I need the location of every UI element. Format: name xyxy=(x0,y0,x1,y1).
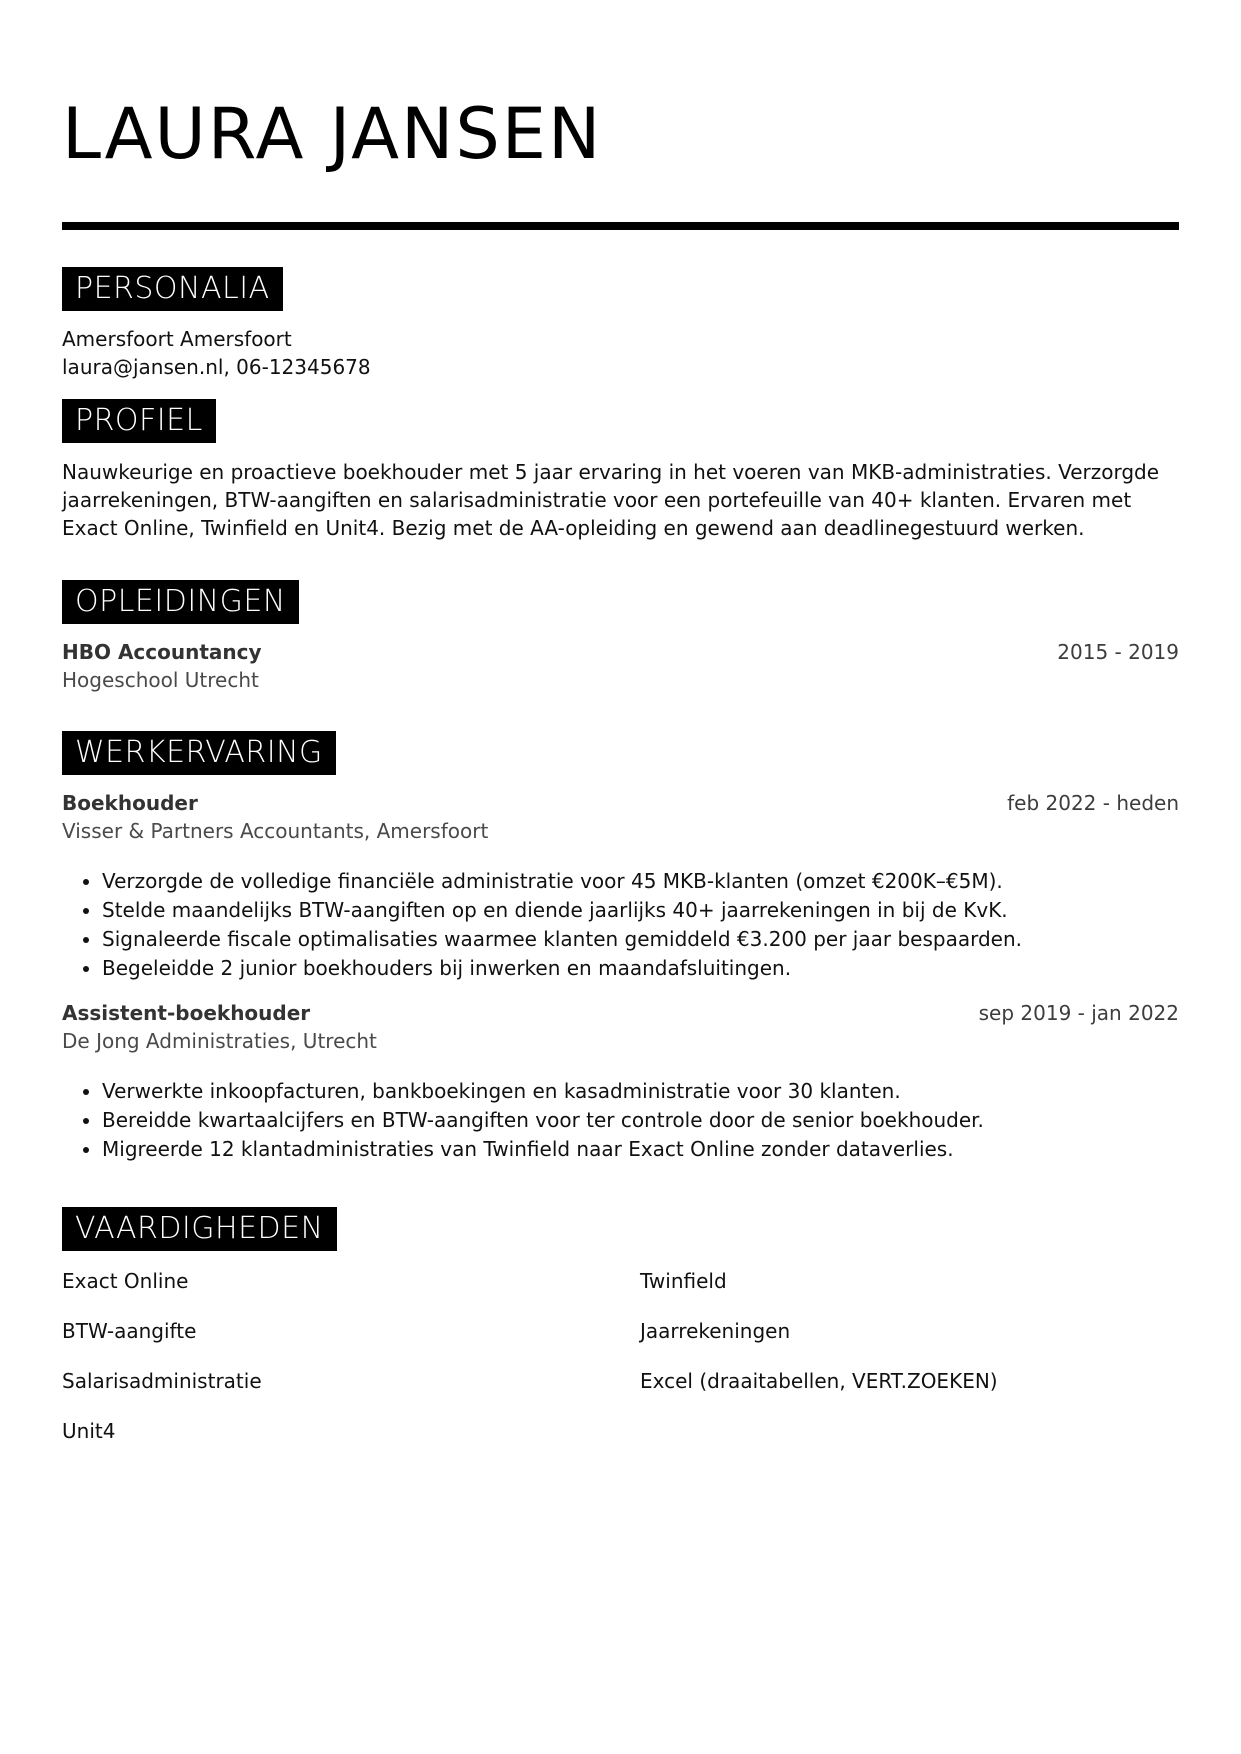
address: Amersfoort Amersfoort xyxy=(62,327,292,351)
job-employer: Visser & Partners Accountants, Amersfoort xyxy=(62,819,489,843)
job-dates: sep 2019 - jan 2022 xyxy=(978,1001,1179,1025)
list-item: • Begeleidde 2 junior boekhouders bij inwerken en maandafsluitingen. xyxy=(102,954,1179,983)
education-dates: 2015 - 2019 xyxy=(1057,640,1179,664)
job-achievements xyxy=(62,1077,1179,1164)
skills-grid xyxy=(62,1267,1179,1445)
skill-item: Exact Online xyxy=(62,1269,189,1293)
section-opleidingen xyxy=(62,580,1179,694)
list-item: • Stelde maandelijks BTW-aangiften op en diende jaarlijks 40+ jaarrekeningen in bij de KvK. xyxy=(102,896,1179,925)
section-title-personalia: PERSONALIA xyxy=(62,267,283,311)
skill-item: Twinfield xyxy=(640,1269,727,1293)
job-entry xyxy=(62,789,1179,983)
education-entry xyxy=(62,638,1179,694)
section-profiel xyxy=(62,399,1179,542)
skill-item: Unit4 xyxy=(62,1419,116,1443)
list-item: • Migreerde 12 klantadministraties van Twinfield naar Exact Online zonder dataverlies. xyxy=(102,1135,1179,1164)
skill-item: BTW-aangifte xyxy=(62,1319,197,1343)
section-title-profiel: PROFIEL xyxy=(62,399,216,443)
section-vaardigheden xyxy=(62,1207,1179,1445)
list-item: • Verwerkte inkoopfacturen, bankboekingen en kasadministratie voor 30 klanten. xyxy=(102,1077,1179,1106)
job-title: Assistent-boekhouder xyxy=(62,1001,311,1025)
skill-item: Excel (draaitabellen, VERT.ZOEKEN) xyxy=(640,1369,998,1393)
list-item: • Bereidde kwartaalcijfers en BTW-aangiften voor ter controle door de senior boekhouder. xyxy=(102,1106,1179,1135)
job-dates: feb 2022 - heden xyxy=(1007,791,1179,815)
section-title-vaardigheden: VAARDIGHEDEN xyxy=(62,1207,337,1251)
section-title-opleidingen: OPLEIDINGEN xyxy=(62,580,299,624)
section-personalia xyxy=(62,267,1179,381)
skill-item: Jaarrekeningen xyxy=(640,1319,791,1343)
profile-summary: Nauwkeurige en proactieve boekhouder met 5 jaar ervaring in het voeren van MKB-administraties. Verzorgde jaarrekeningen, BTW-aangiften en salarisadministratie voor een portefeuille van 40+ klanten. Ervaren met Exact Online, Twinfield en Unit4. Bezig met de AA-opleiding en gewend aan deadlinegestuurd werken. xyxy=(62,460,1160,540)
job-entry xyxy=(62,999,1179,1164)
section-title-werkervaring: WERKERVARING xyxy=(62,731,336,775)
list-item: • Verzorgde de volledige financiële administratie voor 45 MKB-klanten (omzet €200K–€5M). xyxy=(102,867,1179,896)
header-divider xyxy=(62,222,1179,230)
section-werkervaring xyxy=(62,731,1179,1164)
job-employer: De Jong Administraties, Utrecht xyxy=(62,1029,377,1053)
education-school: Hogeschool Utrecht xyxy=(62,668,259,692)
candidate-name: LAURA JANSEN xyxy=(62,93,603,175)
contact-info: laura@jansen.nl, 06-12345678 xyxy=(62,355,371,379)
education-degree: HBO Accountancy xyxy=(62,640,262,664)
list-item: • Signaleerde fiscale optimalisaties waarmee klanten gemiddeld €3.200 per jaar bespaarden. xyxy=(102,925,1179,954)
job-title: Boekhouder xyxy=(62,791,198,815)
skill-item: Salarisadministratie xyxy=(62,1369,262,1393)
job-achievements xyxy=(62,867,1179,983)
